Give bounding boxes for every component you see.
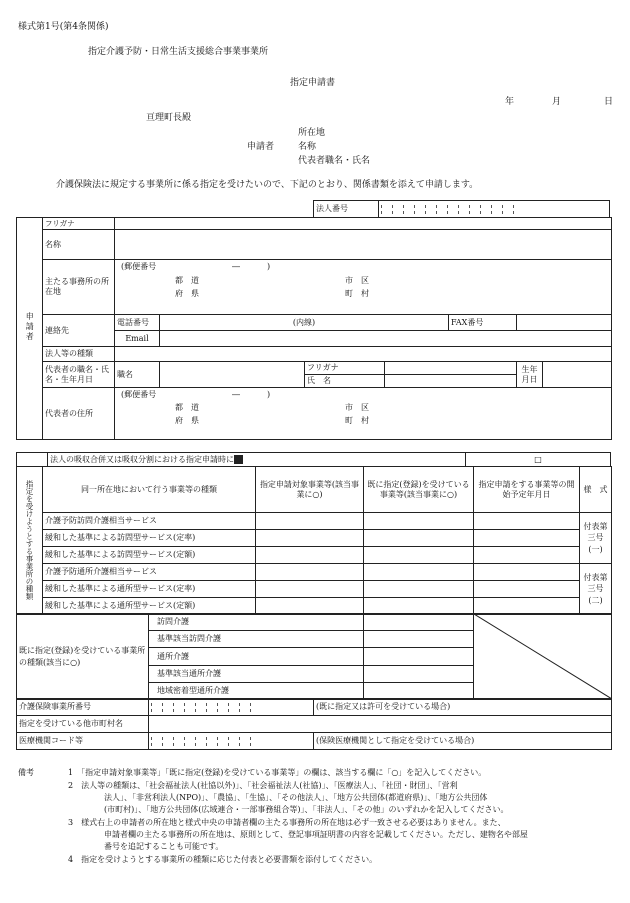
form-ref-2: 付表第三号(二) xyxy=(580,564,612,615)
footer-table xyxy=(16,698,612,750)
office-address-field[interactable]: (郵便番号 ― ) 都 道 府 県 市 区 町 村 xyxy=(115,260,612,315)
existing-mark-cell[interactable] xyxy=(364,665,474,682)
existing-cell[interactable] xyxy=(364,530,474,547)
name-label: 名称 xyxy=(43,230,115,260)
note-line: 番号を追記することも可能です。 xyxy=(104,842,224,851)
page-title: 指定申請書 xyxy=(290,78,336,88)
service-row: 緩和した基準による訪問型サービス(定率) xyxy=(43,530,256,547)
note-line: (市町村)」、「地方公共団体(広域連合・一部事務組合等)」、「非法人」、「その他」のいずれかを記入してください。 xyxy=(104,805,509,814)
email-label: Email xyxy=(115,331,160,347)
notes-label: 備考 xyxy=(18,768,34,777)
applicant-name-label: 名称 xyxy=(298,142,317,152)
document-subtitle: 指定介護予防・日常生活支援総合事業事業所 xyxy=(88,47,269,57)
rep-furigana-field[interactable] xyxy=(385,362,517,375)
existing-cell[interactable] xyxy=(364,513,474,530)
existing-cell[interactable] xyxy=(364,564,474,581)
medical-note: (保険医療機関として指定を受けている場合) xyxy=(314,733,612,750)
insurance-no-field[interactable] xyxy=(149,699,314,716)
email-field[interactable] xyxy=(160,331,612,347)
furigana-field[interactable] xyxy=(115,218,612,230)
rep-furigana-label: フリガナ xyxy=(305,362,385,375)
note-line: 1 「指定申請対象事業等」「既に指定(登録)を受けている事業等」の欄は、該当する欄に「○」を記入してください。 xyxy=(68,768,487,777)
target-cell[interactable] xyxy=(256,530,364,547)
rep-address-field[interactable]: (郵便番号 ― ) 都 道 府 県 市 区 町 村 xyxy=(115,388,612,440)
note-line: 2 法人等の種類は、「社会福祉法人(社協以外)」、「社会福祉法人(社協)」、「医療法人」、「社団・財団」、「営利 xyxy=(68,781,458,790)
existing-cell[interactable] xyxy=(364,598,474,615)
contact-label: 連絡先 xyxy=(43,315,115,347)
corp-type-field[interactable] xyxy=(115,347,612,362)
service-row: 介護予防訪問介護相当サービス xyxy=(43,513,256,530)
existing-mark-cell[interactable] xyxy=(364,614,474,631)
start-date-cell[interactable] xyxy=(474,547,580,564)
date-month: 月 xyxy=(552,97,562,107)
intro-text: 介護保険法に規定する事業所に係る指定を受けたいので、下記のとおり、関係書類を添えて申請します。 xyxy=(56,180,479,190)
corp-type-label: 法人等の種類 xyxy=(43,347,115,362)
addressee: 亘理町長殿 xyxy=(146,113,192,123)
applicant-side-label: 申請者 xyxy=(17,218,43,440)
merger-table xyxy=(16,452,611,467)
service-row: 緩和した基準による通所型サービス(定率) xyxy=(43,581,256,598)
existing-item: 地域密着型通所介護 xyxy=(149,682,364,699)
other-city-field[interactable] xyxy=(149,716,612,733)
applicant-table xyxy=(16,217,612,440)
phone-label: 電話番号 xyxy=(115,315,160,331)
diagonal-line xyxy=(474,614,612,699)
date-day: 日 xyxy=(604,97,614,107)
note-line: 申請者欄の主たる事務所の所在地は、原則として、登記事項証明書の内容を記載してください。ただし、建物名や部屋 xyxy=(104,830,528,839)
service-row: 介護予防通所介護相当サービス xyxy=(43,564,256,581)
existing-mark-cell[interactable] xyxy=(364,648,474,665)
furigana-label: フリガナ xyxy=(43,218,115,230)
merger-label: 法人の吸収合併又は吸収分割における指定申請時に xyxy=(48,453,466,467)
date-year: 年 xyxy=(505,97,515,107)
target-cell[interactable] xyxy=(256,564,364,581)
fax-label: FAX番号 xyxy=(449,315,517,331)
start-date-cell[interactable] xyxy=(474,564,580,581)
merger-check-icon xyxy=(234,455,243,464)
existing-item: 訪問介護 xyxy=(149,614,364,631)
existing-item: 基準該当訪問介護 xyxy=(149,631,364,648)
existing-item: 通所介護 xyxy=(149,648,364,665)
services-side-label: 指定を受けようとする事業所の種類 xyxy=(17,467,43,615)
existing-label: 既に指定(登録)を受けている事業所の種類(該当に○) xyxy=(17,614,149,700)
note-line: 4 指定を受けようとする事業所の種類に応じた付表と必要書類を添付してください。 xyxy=(68,855,378,864)
note-line: 3 様式右上の申請者の所在地と様式中央の申請者欄の主たる事務所の所在地は必ず一致させる必要はありません。また、 xyxy=(68,818,506,827)
start-date-cell[interactable] xyxy=(474,581,580,598)
col-service-type: 同一所在地において行う事業等の種類 xyxy=(43,467,256,513)
col-start-date: 指定申請をする事業等の開始予定年月日 xyxy=(474,467,580,513)
medical-code-field[interactable] xyxy=(149,733,314,750)
corp-number-table xyxy=(313,200,610,218)
insurance-no-label: 介護保険事業所番号 xyxy=(17,699,149,716)
rep-name-label: 氏 名 xyxy=(305,375,385,388)
target-cell[interactable] xyxy=(256,581,364,598)
birth-label: 生年月日 xyxy=(517,362,543,388)
insurance-note: (既に指定又は許可を受けている場合) xyxy=(314,699,612,716)
service-row: 緩和した基準による訪問型サービス(定額) xyxy=(43,547,256,564)
start-date-cell[interactable] xyxy=(474,530,580,547)
start-date-cell[interactable] xyxy=(474,513,580,530)
note-line: 法人」、「非営利法人(NPO)」、「農協」、「生協」、「その他法人」、「地方公共団体(都道府県)」、「地方公共団体 xyxy=(104,793,488,802)
corp-number-label: 法人番号 xyxy=(314,201,379,218)
rep-name-field[interactable] xyxy=(385,375,517,388)
diagonal-cell xyxy=(474,614,612,700)
applicant-address-label: 所在地 xyxy=(298,128,326,138)
birth-field[interactable] xyxy=(543,362,612,388)
target-cell[interactable] xyxy=(256,547,364,564)
applicant-rep-label: 代表者職名・氏名 xyxy=(298,156,371,166)
existing-cell[interactable] xyxy=(364,581,474,598)
corp-number-field[interactable] xyxy=(379,201,610,218)
position-label: 職名 xyxy=(115,362,160,388)
existing-item: 基準該当通所介護 xyxy=(149,665,364,682)
applicant-label: 申請者 xyxy=(247,142,275,152)
merger-checkbox[interactable]: □ xyxy=(466,453,611,467)
target-cell[interactable] xyxy=(256,513,364,530)
service-row: 緩和した基準による通所型サービス(定額) xyxy=(43,598,256,615)
services-table xyxy=(16,466,612,615)
office-address-label: 主たる事務所の所在地 xyxy=(43,260,115,315)
form-ref-1: 付表第三号(一) xyxy=(580,513,612,564)
rep-info-label: 代表者の職名・氏名・生年月日 xyxy=(43,362,115,388)
existing-mark-cell[interactable] xyxy=(364,682,474,699)
col-form: 様 式 xyxy=(580,467,612,513)
phone-field[interactable]: (内線) xyxy=(160,315,449,331)
other-city-label: 指定を受けている他市町村名 xyxy=(17,716,149,733)
col-target: 指定申請対象事業等(該当事業に○) xyxy=(256,467,364,513)
start-date-cell[interactable] xyxy=(474,598,580,615)
col-existing: 既に指定(登録)を受けている事業等(該当事業に○) xyxy=(364,467,474,513)
existing-cell[interactable] xyxy=(364,547,474,564)
form-number: 様式第1号(第4条関係) xyxy=(18,22,109,32)
existing-table xyxy=(16,613,612,700)
fax-field[interactable] xyxy=(517,315,612,331)
name-field[interactable] xyxy=(115,230,612,260)
target-cell[interactable] xyxy=(256,598,364,615)
position-field[interactable] xyxy=(160,362,305,388)
rep-address-label: 代表者の住所 xyxy=(43,388,115,440)
existing-mark-cell[interactable] xyxy=(364,631,474,648)
medical-code-label: 医療機関コード等 xyxy=(17,733,149,750)
